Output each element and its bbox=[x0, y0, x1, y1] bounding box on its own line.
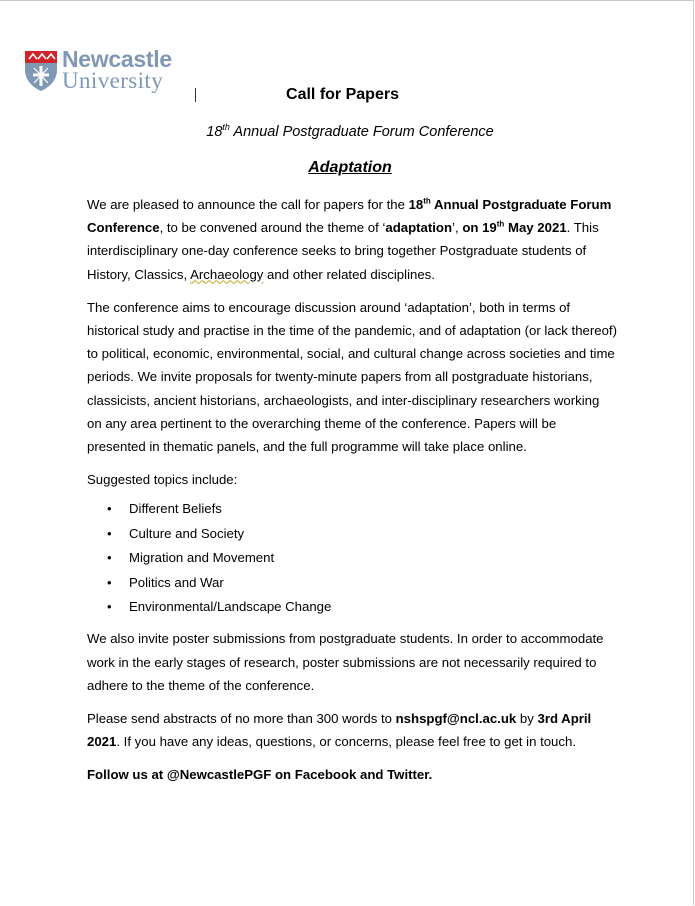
topic-label: Culture and Society bbox=[129, 525, 245, 541]
intro-conference-title: Annual Postgraduate Forum Conference bbox=[87, 197, 612, 236]
intro-text-2: , to be convened around the theme of ‘ bbox=[159, 220, 386, 236]
topic-label: Environmental/Landscape Change bbox=[129, 599, 332, 615]
list-item bbox=[87, 522, 617, 546]
submission-email: nshspgf@ncl.ac.uk bbox=[395, 711, 517, 727]
subtitle-rest: Annual Postgraduate Forum Conference bbox=[229, 123, 494, 140]
logo-university-text: University bbox=[62, 68, 164, 93]
list-item bbox=[87, 546, 617, 570]
topics-intro: Suggested topics include: bbox=[87, 472, 238, 488]
intro-text-4: . This interdisciplinary one-day conference seeks to bring together Postgraduate students of History, Classics, bbox=[87, 220, 599, 282]
bullet-icon: • bbox=[107, 574, 112, 590]
intro-text-1: We are pleased to announce the call for papers for the bbox=[87, 197, 409, 212]
intro-edition-suffix: th bbox=[423, 196, 431, 206]
topic-label: Migration and Movement bbox=[129, 550, 275, 566]
intro-text-3: ’, bbox=[452, 220, 463, 236]
submission-text-2: by bbox=[516, 711, 538, 727]
intro-date-post: May 2021 bbox=[504, 220, 567, 236]
intro-paragraph bbox=[87, 193, 617, 286]
bullet-icon: • bbox=[107, 525, 112, 541]
subtitle-number: 18 bbox=[206, 123, 223, 140]
follow-us-line: Follow us at @NewcastlePGF on Facebook and Twitter. bbox=[87, 767, 433, 783]
bullet-icon: • bbox=[107, 599, 112, 615]
intro-date-pre: on 19 bbox=[462, 220, 497, 236]
poster-paragraph: We also invite poster submissions from postgraduate students. In order to accommodate work in the early stages of research, poster submissions are not necessarily required to adhere to the theme of the conference. bbox=[87, 631, 604, 693]
intro-date bbox=[462, 220, 566, 235]
bullet-icon: • bbox=[107, 501, 112, 517]
intro-spellcheck-word: Archaeology bbox=[190, 266, 264, 282]
topics-list bbox=[87, 497, 617, 619]
page-title: Call for Papers bbox=[286, 86, 399, 103]
conference-theme: Adaptation bbox=[308, 159, 392, 176]
conference-subtitle bbox=[0, 122, 694, 140]
intro-theme-word: adaptation bbox=[385, 220, 453, 236]
submission-text-1: Please send abstracts of no more than 300 words to bbox=[87, 711, 396, 727]
document-body bbox=[87, 193, 617, 797]
list-item bbox=[87, 497, 617, 521]
topic-label: Different Beliefs bbox=[129, 501, 222, 517]
submission-text-3: . If you have any ideas, questions, or concerns, please feel free to get in touch. bbox=[116, 734, 576, 750]
submission-paragraph bbox=[87, 707, 617, 753]
intro-text-5: and other related disciplines. bbox=[263, 266, 435, 282]
aims-paragraph: The conference aims to encourage discussion around ‘adaptation’, both in terms of historical study and practise in the time of the pandemic, and of adaptation (or lack thereof) to political, economic, environmental, social, and cultural change across societies and time periods. We invite proposals for twenty-minute papers from all postgraduate historians, classicists, ancient historians, archaeologists, and inter-disciplinary researchers working on any area pertinent to the overarching theme of the conference. Papers will be presented in thematic panels, and the full programme will take place online. bbox=[87, 299, 617, 455]
logo-newcastle-text: Newcastle bbox=[62, 46, 172, 72]
intro-date-suffix: th bbox=[496, 219, 505, 229]
bullet-icon: • bbox=[107, 550, 112, 566]
list-item bbox=[87, 595, 617, 619]
submission-deadline: 3rd April 2021 bbox=[87, 711, 592, 750]
topic-label: Politics and War bbox=[129, 574, 224, 590]
list-item bbox=[87, 571, 617, 595]
subtitle-suffix: th bbox=[222, 122, 230, 132]
intro-edition: 18 bbox=[408, 197, 424, 212]
